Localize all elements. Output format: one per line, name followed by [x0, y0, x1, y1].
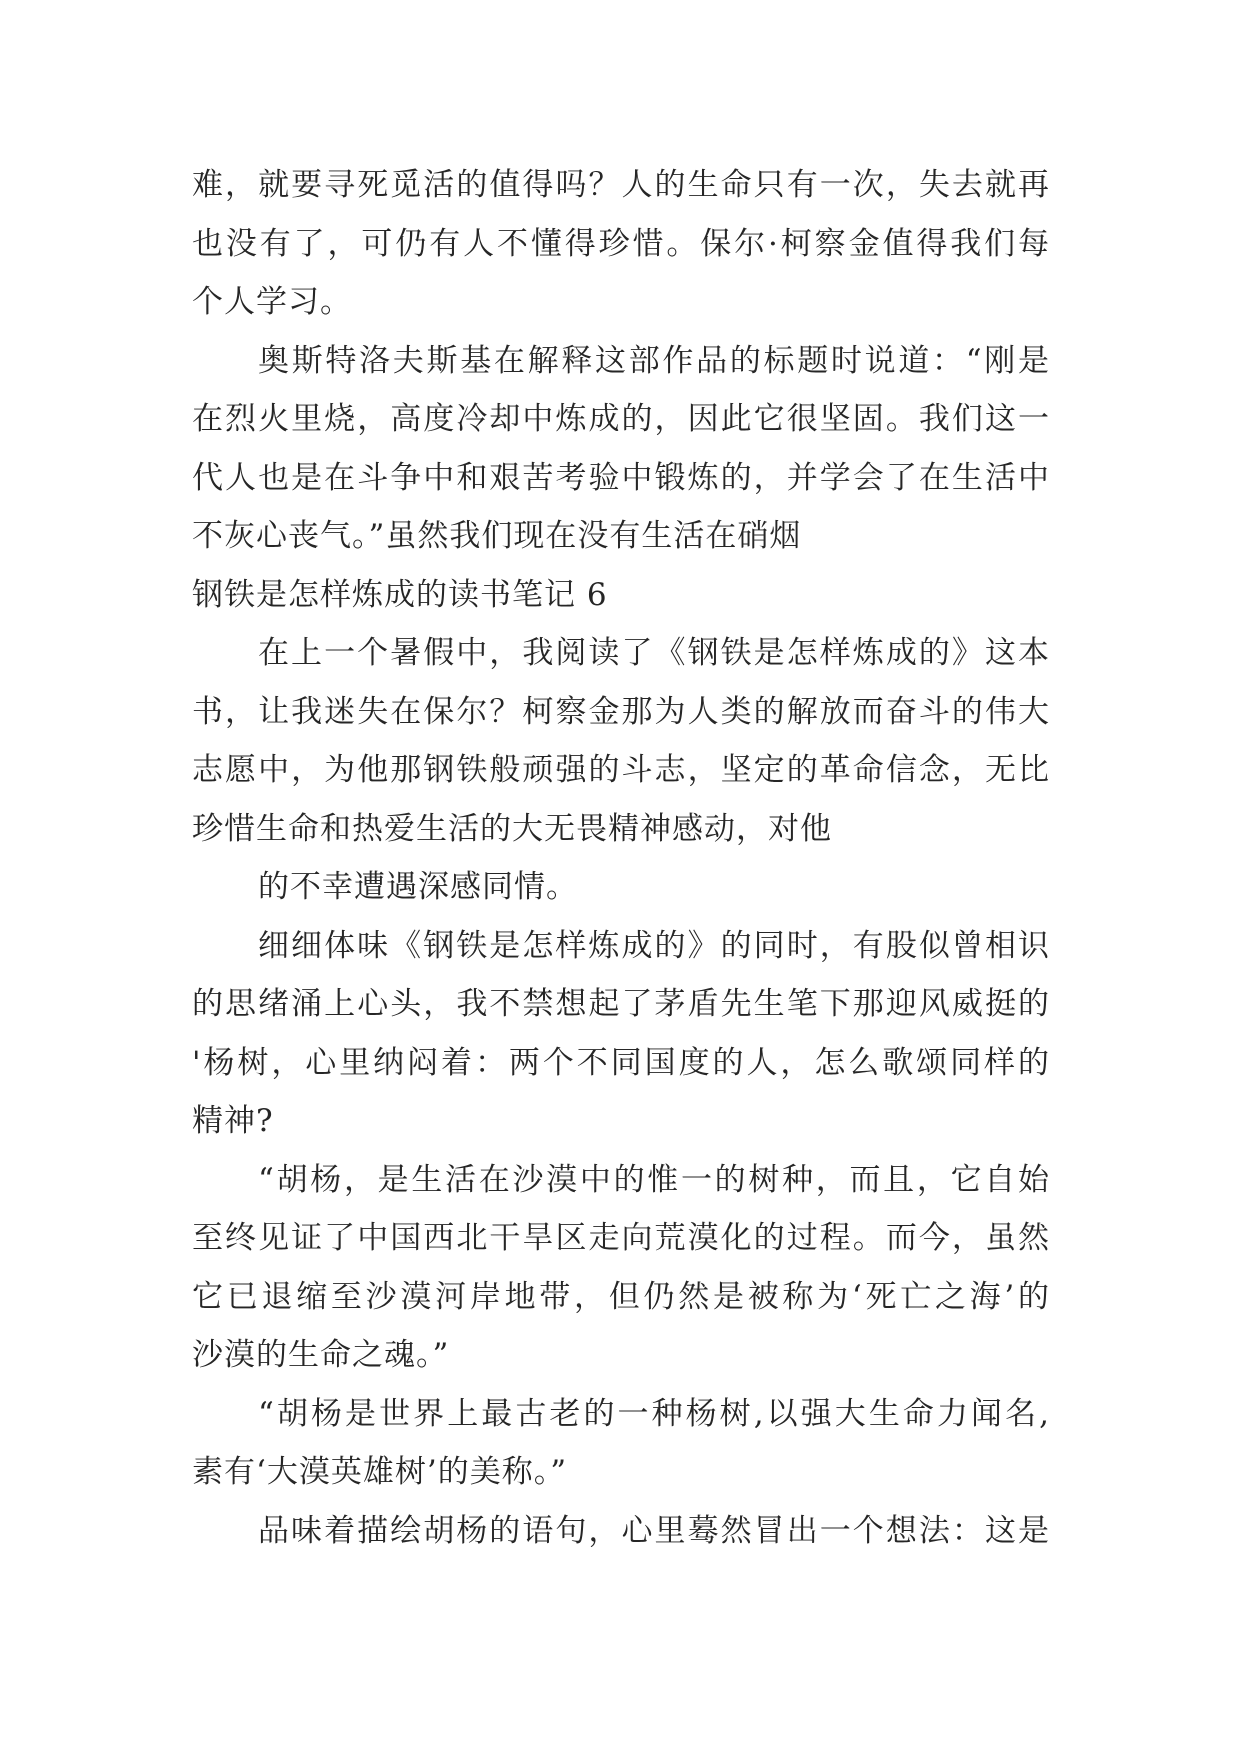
text-line: 代人也是在斗争中和艰苦考验中锻炼的，并学会了在生活中 — [192, 459, 1050, 496]
text-line: 难，就要寻死觅活的值得吗？人的生命只有一次，失去就再 — [192, 167, 1050, 203]
text-line: 素有‘大漠英雄树’的美称。” — [192, 1454, 568, 1490]
text-line: 的思绪涌上心头，我不禁想起了茅盾先生笔下那迎风威挺的 — [192, 986, 1050, 1022]
text-line: 也没有了，可仍有人不懂得珍惜。保尔·柯察金值得我们每 — [192, 225, 1050, 262]
text-line: 奥斯特洛夫斯基在解释这部作品的标题时说道：“刚是 — [258, 342, 1050, 379]
text-line: 精神? — [192, 1103, 274, 1139]
text-line: 细细体味《钢铁是怎样炼成的》的同时，有股似曾相识 — [258, 927, 1050, 964]
section-heading: 钢铁是怎样炼成的读书笔记 6 — [192, 576, 608, 613]
text-line: 个人学习。 — [192, 284, 352, 320]
text-line: 志愿中，为他那钢铁般顽强的斗志，坚定的革命信念，无比 — [192, 752, 1050, 788]
text-line: 它已退缩至沙漠河岸地带，但仍然是被称为‘死亡之海’的 — [192, 1278, 1050, 1315]
text-line: 在上一个暑假中，我阅读了《钢铁是怎样炼成的》这本 — [258, 635, 1050, 671]
text-line: '杨树，心里纳闷着：两个不同国度的人，怎么歌颂同样的 — [192, 1044, 1050, 1081]
text-line: 至终见证了中国西北干旱区走向荒漠化的过程。而今，虽然 — [192, 1220, 1050, 1256]
text-line: 品味着描绘胡杨的语句，心里蓦然冒出一个想法：这是 — [258, 1512, 1050, 1549]
document-body — [192, 156, 1050, 1560]
text-line: 的不幸遭遇深感同情。 — [258, 869, 578, 905]
text-line: “胡杨，是生活在沙漠中的惟一的树种，而且，它自始 — [258, 1161, 1050, 1198]
text-line: 书，让我迷失在保尔？柯察金那为人类的解放而奋斗的伟大 — [192, 693, 1050, 730]
text-line: 在烈火里烧，高度冷却中炼成的，因此它很坚固。我们这一 — [192, 401, 1050, 437]
text-line: 珍惜生命和热爱生活的大无畏精神感动，对他 — [192, 810, 832, 847]
text-line: 不灰心丧气。”虽然我们现在没有生活在硝烟 — [192, 518, 802, 554]
text-line: “胡杨是世界上最古老的一种杨树,以强大生命力闻名, — [258, 1395, 1050, 1432]
text-line: 沙漠的生命之魂。” — [192, 1337, 450, 1373]
